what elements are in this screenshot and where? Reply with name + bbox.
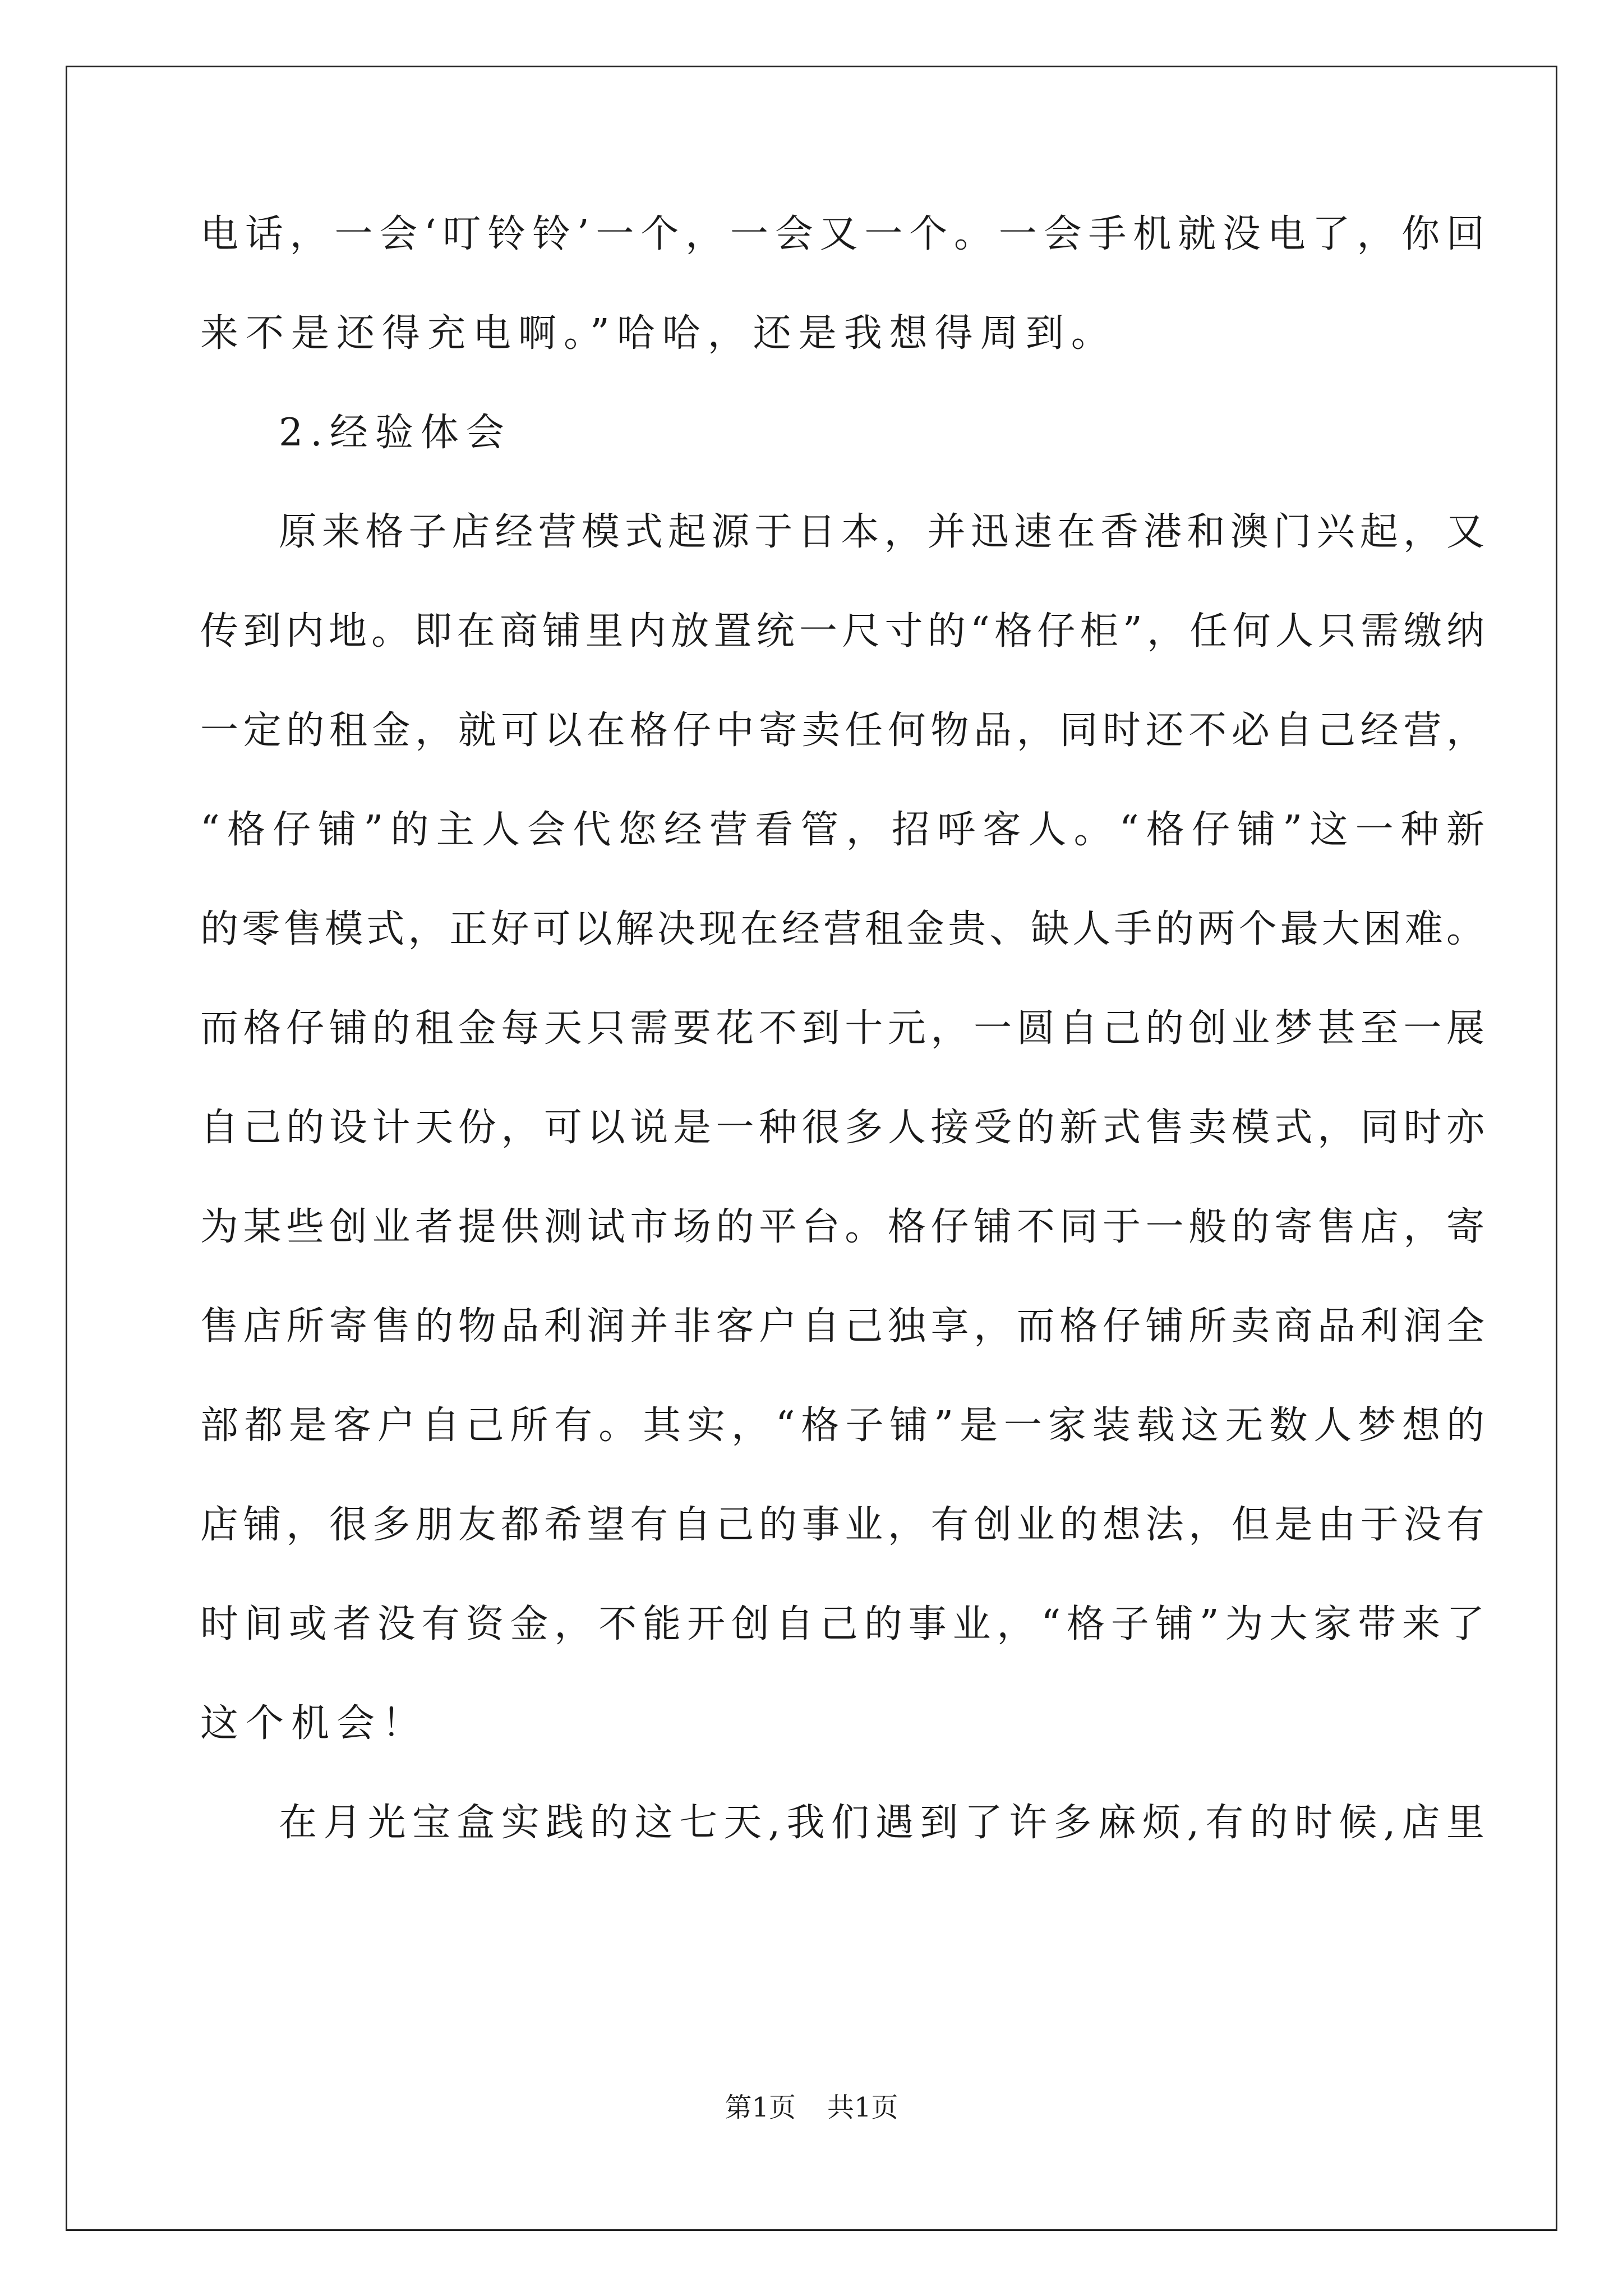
text-line: 部都是客户自己所有。其实，“格子铺”是一家装载这无数人梦想的 (200, 1404, 1484, 1448)
text-line: 原来格子店经营模式起源于日本，并迅速在香港和澳门兴起，又 (279, 510, 1484, 554)
text-line: 一定的租金，就可以在格仔中寄卖任何物品，同时还不必自己经营， (200, 708, 1484, 753)
text-line: 售店所寄售的物品利润并非客户自己独享，而格仔铺所卖商品利润全 (200, 1304, 1484, 1349)
text-line: 店铺，很多朋友都希望有自己的事业，有创业的想法，但是由于没有 (200, 1503, 1484, 1547)
document-body (200, 212, 1484, 1900)
text-line: 为某些创业者提供测试市场的平台。格仔铺不同于一般的寄售店，寄 (200, 1205, 1484, 1249)
page-total: 共1页 (827, 2092, 898, 2123)
section-heading: 2.经验体会 (279, 411, 511, 455)
page-number: 第1页 (725, 2092, 796, 2123)
text-line: 电话，一会‘叮铃铃’一个，一会又一个。一会手机就没电了，你回 (200, 212, 1484, 256)
text-line: 而格仔铺的租金每天只需要花不到十元，一圆自己的创业梦甚至一展 (200, 1006, 1484, 1051)
page-footer (0, 2091, 1623, 2124)
text-line: 的零售模式，正好可以解决现在经营租金贵、缺人手的两个最大困难。 (200, 907, 1484, 951)
text-line: 传到内地。即在商铺里内放置统一尺寸的“格仔柜”，任何人只需缴纳 (200, 609, 1484, 654)
text-line: 在月光宝盒实践的这七天,我们遇到了许多麻烦,有的时候,店里 (279, 1801, 1484, 1845)
text-line: 来不是还得充电啊。”哈哈，还是我想得周到。 (200, 311, 1117, 356)
text-line: “格仔铺”的主人会代您经营看管，招呼客人。“格仔铺”这一种新 (200, 808, 1484, 852)
text-line: 这个机会！ (200, 1701, 428, 1746)
text-line: 自己的设计天份，可以说是一种很多人接受的新式售卖模式，同时亦 (200, 1106, 1484, 1150)
text-line: 时间或者没有资金，不能开创自己的事业，“格子铺”为大家带来了 (200, 1602, 1484, 1646)
